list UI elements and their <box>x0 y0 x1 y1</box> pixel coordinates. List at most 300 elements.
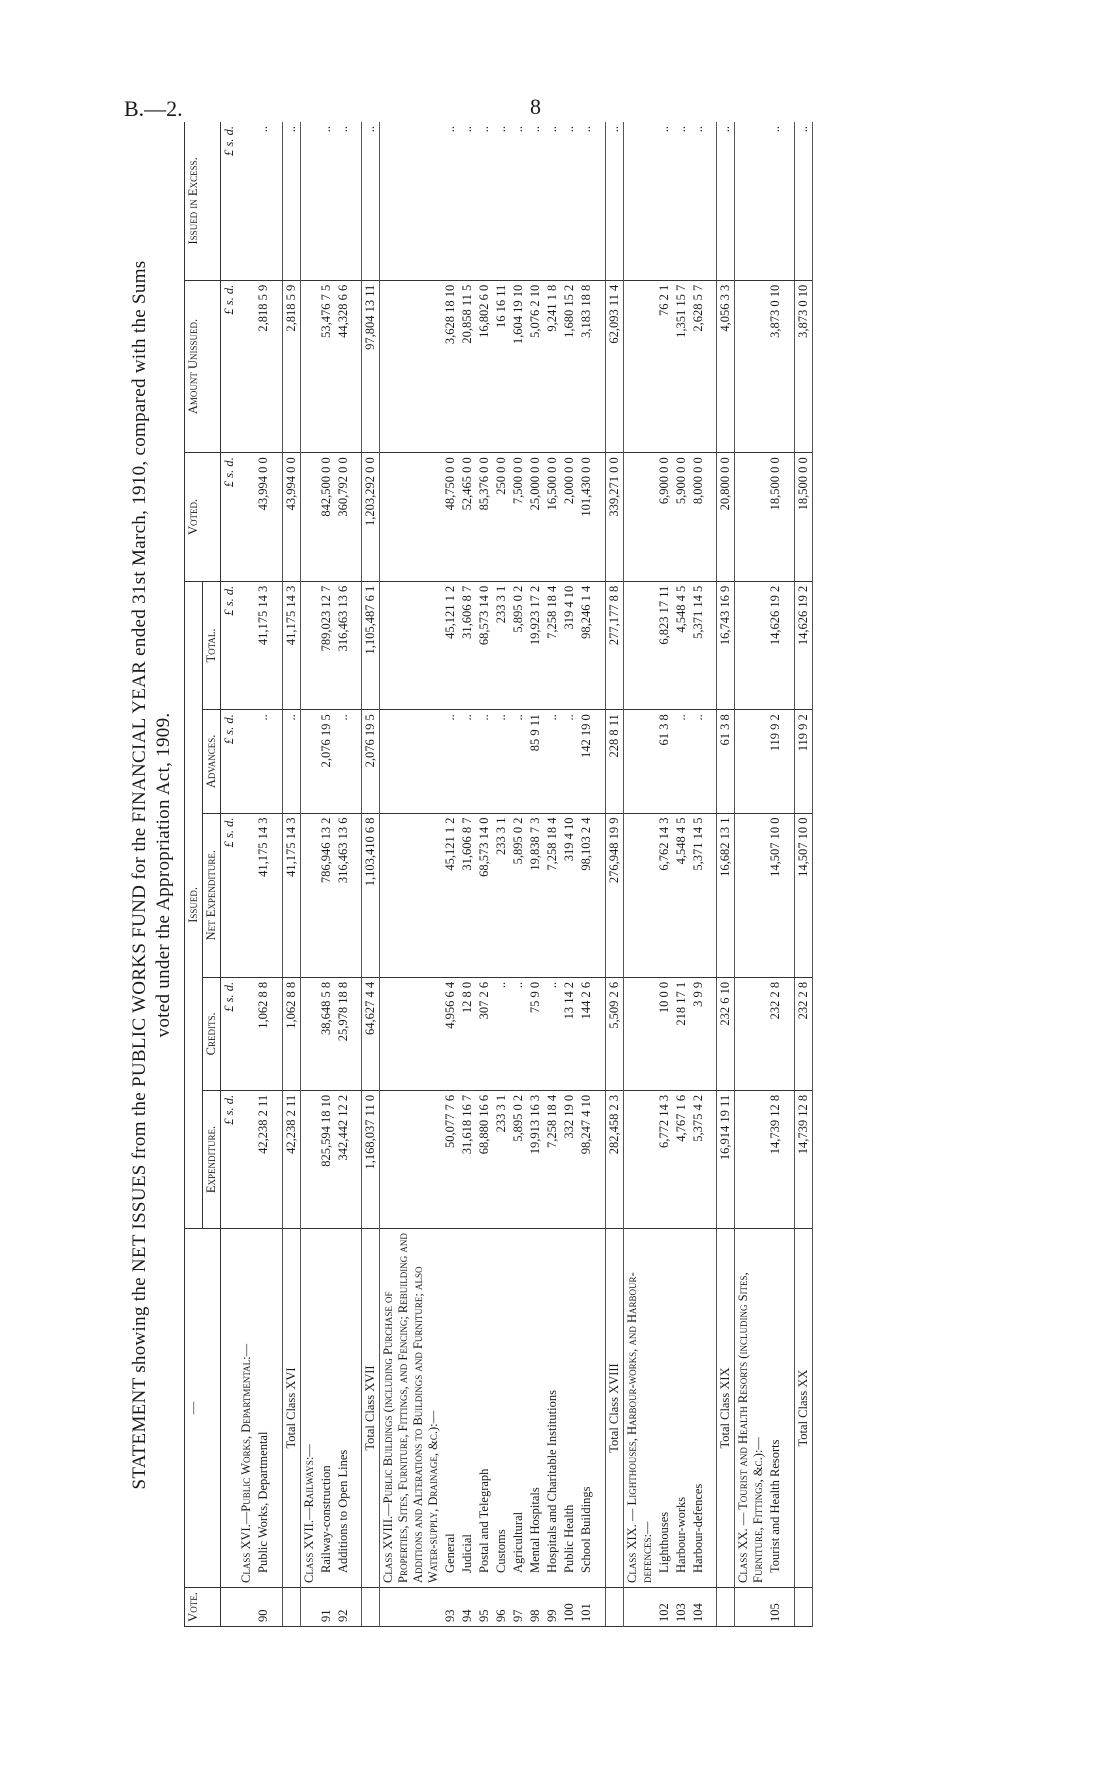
blank-cell <box>623 977 656 1090</box>
spacer-cell <box>272 813 282 977</box>
spacer-cell <box>595 977 605 1090</box>
value-exp: 19,913 16 3 <box>527 1090 544 1228</box>
col-vote: Vote. <box>185 1588 221 1627</box>
value-voted: 18,500 0 0 <box>767 453 784 582</box>
spacer-cell <box>272 710 282 813</box>
value-tot: 5,895 0 2 <box>510 581 527 710</box>
spacer-cell <box>595 1229 605 1588</box>
value-adv: 85 9 11 <box>527 710 544 813</box>
total-voted: 18,500 0 0 <box>794 453 812 582</box>
vote-number: 92 <box>335 1588 352 1627</box>
vote-cell <box>380 1588 443 1627</box>
value-uniss: 2,628 5 7 <box>690 280 707 452</box>
vote-number: 99 <box>544 1588 561 1627</box>
blank-cell <box>380 813 443 977</box>
value-exp: 68,880 16 6 <box>476 1090 493 1228</box>
blank-cell <box>238 280 255 452</box>
vote-number: 105 <box>767 1588 784 1627</box>
spacer-cell <box>595 122 605 280</box>
value-adv: .. <box>442 710 459 813</box>
value-exp: 825,594 18 10 <box>318 1090 335 1228</box>
blank-cell <box>623 710 656 813</box>
total-label: Total Class XVIII <box>605 1229 623 1588</box>
value-uniss: 9,241 1 8 <box>544 280 561 452</box>
vote-cell <box>794 1588 812 1627</box>
value-voted: 43,994 0 0 <box>255 453 272 582</box>
blank-cell <box>380 453 443 582</box>
total-exp: 1,168,037 11 0 <box>362 1090 380 1228</box>
blank-cell <box>380 122 443 280</box>
value-voted: 101,430 0 0 <box>578 453 595 582</box>
col-unissued: Amount Unissued. <box>185 280 221 452</box>
value-adv: 119 9 2 <box>767 710 784 813</box>
row-description: Agricultural <box>510 1229 527 1588</box>
vote-number: 102 <box>656 1588 673 1627</box>
value-tot: 45,121 1 2 <box>442 581 459 710</box>
blank-cell <box>300 1090 318 1228</box>
col-excess: Issued in Excess. <box>185 122 221 280</box>
value-cr: .. <box>544 977 561 1090</box>
value-exp: 14,739 12 8 <box>767 1090 784 1228</box>
value-exp: 233 3 1 <box>493 1090 510 1228</box>
units-cell: £ s. d. <box>221 710 239 813</box>
vote-cell <box>362 1588 380 1627</box>
total-adv: 2,076 19 5 <box>362 710 380 813</box>
value-net: 19,838 7 3 <box>527 813 544 977</box>
value-adv: .. <box>673 710 690 813</box>
table-row <box>690 122 707 1627</box>
value-voted: 360,792 0 0 <box>335 453 352 582</box>
spacer-cell <box>272 1090 282 1228</box>
table-row <box>255 122 272 1627</box>
value-net: 5,371 14 5 <box>690 813 707 977</box>
table-row <box>561 122 578 1627</box>
class-heading-row <box>238 122 255 1627</box>
value-adv: .. <box>335 710 352 813</box>
units-desc-cell <box>221 1229 239 1588</box>
row-description: Harbour-defences <box>690 1229 707 1588</box>
class-heading: Class XIX. — Lighthouses, Harbour-works, and Harbour-defences:— <box>623 1229 656 1588</box>
spacer-row <box>595 122 605 1627</box>
spacer-cell <box>272 581 282 710</box>
blank-cell <box>623 280 656 452</box>
blank-cell <box>238 710 255 813</box>
table-row <box>510 122 527 1627</box>
value-exp: 342,442 12 2 <box>335 1090 352 1228</box>
value-tot: 316,463 13 6 <box>335 581 352 710</box>
spacer-row <box>707 122 717 1627</box>
value-cr: 13 14 2 <box>561 977 578 1090</box>
value-voted: 8,000 0 0 <box>690 453 707 582</box>
row-description: Postal and Telegraph <box>476 1229 493 1588</box>
value-cr: .. <box>493 977 510 1090</box>
blank-cell <box>238 813 255 977</box>
row-description: Customs <box>493 1229 510 1588</box>
row-description: Harbour-works <box>673 1229 690 1588</box>
total-voted: 43,994 0 0 <box>282 453 300 582</box>
value-voted: 7,500 0 0 <box>510 453 527 582</box>
row-description: Tourist and Health Resorts <box>767 1229 784 1588</box>
class-total-row <box>605 122 623 1627</box>
total-net: 14,507 10 0 <box>794 813 812 977</box>
table-row <box>493 122 510 1627</box>
value-voted: 5,900 0 0 <box>673 453 690 582</box>
row-description: Public Health <box>561 1229 578 1588</box>
value-uniss: 3,873 0 10 <box>767 280 784 452</box>
vote-number: 95 <box>476 1588 493 1627</box>
value-adv: 142 19 0 <box>578 710 595 813</box>
blank-cell <box>238 453 255 582</box>
value-exp: 7,258 18 4 <box>544 1090 561 1228</box>
vote-number: 90 <box>255 1588 272 1627</box>
blank-cell <box>735 977 768 1090</box>
vote-number: 101 <box>578 1588 595 1627</box>
spacer-cell <box>272 122 282 280</box>
vote-cell <box>300 1588 318 1627</box>
rotated-statement <box>128 105 948 1645</box>
value-cr: 4,956 6 4 <box>442 977 459 1090</box>
value-adv: .. <box>459 710 476 813</box>
value-net: 98,103 2 4 <box>578 813 595 977</box>
statement-title <box>128 105 176 1645</box>
value-exc: .. <box>442 122 459 280</box>
value-uniss: 1,351 15 7 <box>673 280 690 452</box>
total-tot: 1,105,487 6 1 <box>362 581 380 710</box>
class-heading: Class XX. — Tourist and Health Resorts (including Sites, Furniture, Fittings, &c.):— <box>735 1229 768 1588</box>
table-row <box>673 122 690 1627</box>
value-exc: .. <box>493 122 510 280</box>
value-uniss: 1,680 15 2 <box>561 280 578 452</box>
blank-cell <box>300 280 318 452</box>
blank-cell <box>735 1090 768 1228</box>
total-exc: .. <box>282 122 300 280</box>
class-heading-row <box>300 122 318 1627</box>
class-heading: Class XVIII.—Public Buildings (including Purchase of Properties, Sites, Furniture, Fittings, and Fencing; Rebuilding and Additions and Alterations to Buildings and Furniture; also Water-supply, Drainage, &c.):— <box>380 1229 443 1588</box>
value-net: 68,573 14 0 <box>476 813 493 977</box>
spacer-cell <box>352 977 362 1090</box>
units-cell: £ s. d. <box>221 453 239 582</box>
spacer-cell <box>784 122 794 280</box>
value-adv: .. <box>255 710 272 813</box>
value-voted: 16,500 0 0 <box>544 453 561 582</box>
value-uniss: 1,604 19 10 <box>510 280 527 452</box>
class-total-row <box>362 122 380 1627</box>
spacer-cell <box>595 710 605 813</box>
spacer-cell <box>707 1229 717 1588</box>
total-adv: 119 9 2 <box>794 710 812 813</box>
blank-cell <box>300 710 318 813</box>
value-uniss: 20,858 11 5 <box>459 280 476 452</box>
vote-number: 96 <box>493 1588 510 1627</box>
value-exc: .. <box>767 122 784 280</box>
col-expenditure: Expenditure. <box>203 1090 221 1228</box>
value-exc: .. <box>459 122 476 280</box>
value-cr: 25,978 18 8 <box>335 977 352 1090</box>
value-exp: 5,895 0 2 <box>510 1090 527 1228</box>
vote-cell <box>238 1588 255 1627</box>
spacer-cell <box>784 581 794 710</box>
value-uniss: 3,183 18 8 <box>578 280 595 452</box>
total-label: Total Class XVII <box>362 1229 380 1588</box>
value-exc: .. <box>673 122 690 280</box>
units-cell: £ s. d. <box>221 280 239 452</box>
document-reference: B.—2. <box>124 96 183 121</box>
total-voted: 1,203,292 0 0 <box>362 453 380 582</box>
value-exp: 42,238 2 11 <box>255 1090 272 1228</box>
value-cr: 1,062 8 8 <box>255 977 272 1090</box>
value-exc: .. <box>690 122 707 280</box>
total-voted: 339,271 0 0 <box>605 453 623 582</box>
blank-cell <box>735 453 768 582</box>
vote-cell <box>623 1588 656 1627</box>
class-total-row <box>717 122 735 1627</box>
spacer-cell <box>707 122 717 280</box>
blank-cell <box>380 1090 443 1228</box>
value-tot: 68,573 14 0 <box>476 581 493 710</box>
spacer-cell <box>272 977 282 1090</box>
value-voted: 250 0 0 <box>493 453 510 582</box>
spacer-cell <box>272 453 282 582</box>
value-tot: 41,175 14 3 <box>255 581 272 710</box>
value-cr: 75 9 0 <box>527 977 544 1090</box>
spacer-cell <box>707 1090 717 1228</box>
value-cr: 218 17 1 <box>673 977 690 1090</box>
value-cr: 38,648 5 8 <box>318 977 335 1090</box>
blank-cell <box>380 581 443 710</box>
value-net: 4,548 4 5 <box>673 813 690 977</box>
spacer-cell <box>272 1588 282 1627</box>
value-cr: 12 8 0 <box>459 977 476 1090</box>
total-net: 41,175 14 3 <box>282 813 300 977</box>
value-net: 786,946 13 2 <box>318 813 335 977</box>
total-cr: 64,627 4 4 <box>362 977 380 1090</box>
vote-number: 94 <box>459 1588 476 1627</box>
value-net: 7,258 18 4 <box>544 813 561 977</box>
spacer-cell <box>352 710 362 813</box>
total-uniss: 4,056 3 3 <box>717 280 735 452</box>
total-uniss: 2,818 5 9 <box>282 280 300 452</box>
value-exp: 332 19 0 <box>561 1090 578 1228</box>
vote-number: 104 <box>690 1588 707 1627</box>
value-cr: 3 9 9 <box>690 977 707 1090</box>
value-cr: .. <box>510 977 527 1090</box>
spacer-cell <box>707 280 717 452</box>
value-tot: 789,023 12 7 <box>318 581 335 710</box>
blank-cell <box>735 813 768 977</box>
value-net: 5,895 0 2 <box>510 813 527 977</box>
row-description: Railway-construction <box>318 1229 335 1588</box>
vote-number: 91 <box>318 1588 335 1627</box>
col-advances: Advances. <box>203 710 221 813</box>
blank-cell <box>300 813 318 977</box>
class-heading: Class XVII.—Railways:— <box>300 1229 318 1588</box>
spacer-cell <box>595 813 605 977</box>
table-row <box>527 122 544 1627</box>
value-exp: 4,767 1 6 <box>673 1090 690 1228</box>
spacer-cell <box>352 1229 362 1588</box>
table-row <box>578 122 595 1627</box>
blank-cell <box>238 1090 255 1228</box>
total-tot: 277,177 8 8 <box>605 581 623 710</box>
spacer-row <box>784 122 794 1627</box>
vote-number: 100 <box>561 1588 578 1627</box>
value-tot: 5,371 14 5 <box>690 581 707 710</box>
blank-cell <box>300 581 318 710</box>
value-exc: .. <box>335 122 352 280</box>
total-cr: 5,509 2 6 <box>605 977 623 1090</box>
col-description: — <box>185 1229 221 1588</box>
blank-cell <box>238 122 255 280</box>
row-description: General <box>442 1229 459 1588</box>
total-cr: 1,062 8 8 <box>282 977 300 1090</box>
total-tot: 16,743 16 9 <box>717 581 735 710</box>
blank-cell <box>380 977 443 1090</box>
value-tot: 31,606 8 7 <box>459 581 476 710</box>
total-label: Total Class XVI <box>282 1229 300 1588</box>
blank-cell <box>300 453 318 582</box>
value-net: 6,762 14 3 <box>656 813 673 977</box>
total-exp: 282,458 2 3 <box>605 1090 623 1228</box>
value-cr: 232 2 8 <box>767 977 784 1090</box>
class-heading-row <box>735 122 768 1627</box>
spacer-cell <box>595 1090 605 1228</box>
total-exc: .. <box>717 122 735 280</box>
total-adv: 228 8 11 <box>605 710 623 813</box>
spacer-cell <box>272 280 282 452</box>
vote-number: 97 <box>510 1588 527 1627</box>
value-cr: 307 2 6 <box>476 977 493 1090</box>
total-uniss: 97,804 13 11 <box>362 280 380 452</box>
total-uniss: 62,093 11 4 <box>605 280 623 452</box>
value-exp: 6,772 14 3 <box>656 1090 673 1228</box>
value-uniss: 16 16 11 <box>493 280 510 452</box>
value-uniss: 44,328 6 6 <box>335 280 352 452</box>
units-cell: £ s. d. <box>221 122 239 280</box>
spacer-cell <box>784 977 794 1090</box>
value-net: 31,606 8 7 <box>459 813 476 977</box>
total-exp: 16,914 19 11 <box>717 1090 735 1228</box>
units-vote-cell <box>221 1588 239 1627</box>
col-credits: Credits. <box>203 977 221 1090</box>
total-label: Total Class XX <box>794 1229 812 1588</box>
spacer-cell <box>784 1588 794 1627</box>
blank-cell <box>238 581 255 710</box>
vote-cell <box>605 1588 623 1627</box>
spacer-cell <box>352 122 362 280</box>
value-adv: .. <box>544 710 561 813</box>
row-description: Mental Hospitals <box>527 1229 544 1588</box>
value-exp: 31,618 16 7 <box>459 1090 476 1228</box>
vote-number: 93 <box>442 1588 459 1627</box>
value-uniss: 3,628 18 10 <box>442 280 459 452</box>
blank-cell <box>623 813 656 977</box>
table-row <box>656 122 673 1627</box>
spacer-row <box>272 122 282 1627</box>
row-description: Hospitals and Charitable Institutions <box>544 1229 561 1588</box>
spacer-cell <box>595 280 605 452</box>
spacer-cell <box>784 1090 794 1228</box>
spacer-cell <box>784 1229 794 1588</box>
value-adv: .. <box>690 710 707 813</box>
value-exc: .. <box>510 122 527 280</box>
value-cr: 144 2 6 <box>578 977 595 1090</box>
blank-cell <box>735 710 768 813</box>
units-cell: £ s. d. <box>221 581 239 710</box>
spacer-cell <box>707 1588 717 1627</box>
value-voted: 48,750 0 0 <box>442 453 459 582</box>
spacer-row <box>352 122 362 1627</box>
page-number: 8 <box>530 94 541 119</box>
value-tot: 7,258 18 4 <box>544 581 561 710</box>
vote-number: 103 <box>673 1588 690 1627</box>
spacer-cell <box>272 1229 282 1588</box>
spacer-cell <box>352 581 362 710</box>
total-tot: 41,175 14 3 <box>282 581 300 710</box>
blank-cell <box>300 122 318 280</box>
col-net-expenditure: Net Expenditure. <box>203 813 221 977</box>
col-total: Total. <box>203 581 221 710</box>
col-voted: Voted. <box>185 453 221 582</box>
blank-cell <box>380 280 443 452</box>
class-heading-row <box>623 122 656 1627</box>
spacer-cell <box>707 581 717 710</box>
spacer-cell <box>352 1090 362 1228</box>
vote-number: 98 <box>527 1588 544 1627</box>
title-line-2: voted under the Appropriation Act, 1909. <box>153 712 174 1038</box>
table-row <box>459 122 476 1627</box>
total-net: 16,682 13 1 <box>717 813 735 977</box>
class-heading-row <box>380 122 443 1627</box>
value-voted: 52,465 0 0 <box>459 453 476 582</box>
total-label: Total Class XIX <box>717 1229 735 1588</box>
value-uniss: 16,802 6 0 <box>476 280 493 452</box>
spacer-cell <box>352 1588 362 1627</box>
class-total-row <box>794 122 812 1627</box>
value-tot: 6,823 17 11 <box>656 581 673 710</box>
statement-body <box>221 122 813 1627</box>
row-description: Public Works, Departmental <box>255 1229 272 1588</box>
units-cell: £ s. d. <box>221 813 239 977</box>
units-cell: £ s. d. <box>221 1090 239 1228</box>
value-tot: 14,626 19 2 <box>767 581 784 710</box>
value-exc: .. <box>527 122 544 280</box>
col-issued: Issued. <box>185 581 203 1228</box>
class-total-row <box>282 122 300 1627</box>
blank-cell <box>380 710 443 813</box>
value-uniss: 2,818 5 9 <box>255 280 272 452</box>
value-tot: 4,548 4 5 <box>673 581 690 710</box>
blank-cell <box>623 581 656 710</box>
value-uniss: 76 2 1 <box>656 280 673 452</box>
value-adv: .. <box>476 710 493 813</box>
value-adv: 61 3 8 <box>656 710 673 813</box>
spacer-cell <box>707 710 717 813</box>
total-cr: 232 6 10 <box>717 977 735 1090</box>
value-voted: 2,000 0 0 <box>561 453 578 582</box>
blank-cell <box>623 1090 656 1228</box>
total-net: 1,103,410 6 8 <box>362 813 380 977</box>
blank-cell <box>623 122 656 280</box>
value-net: 14,507 10 0 <box>767 813 784 977</box>
total-exp: 42,238 2 11 <box>282 1090 300 1228</box>
table-row <box>442 122 459 1627</box>
vote-cell <box>282 1588 300 1627</box>
value-adv: .. <box>510 710 527 813</box>
table-row <box>335 122 352 1627</box>
table-row <box>767 122 784 1627</box>
spacer-cell <box>352 453 362 582</box>
spacer-cell <box>352 280 362 452</box>
